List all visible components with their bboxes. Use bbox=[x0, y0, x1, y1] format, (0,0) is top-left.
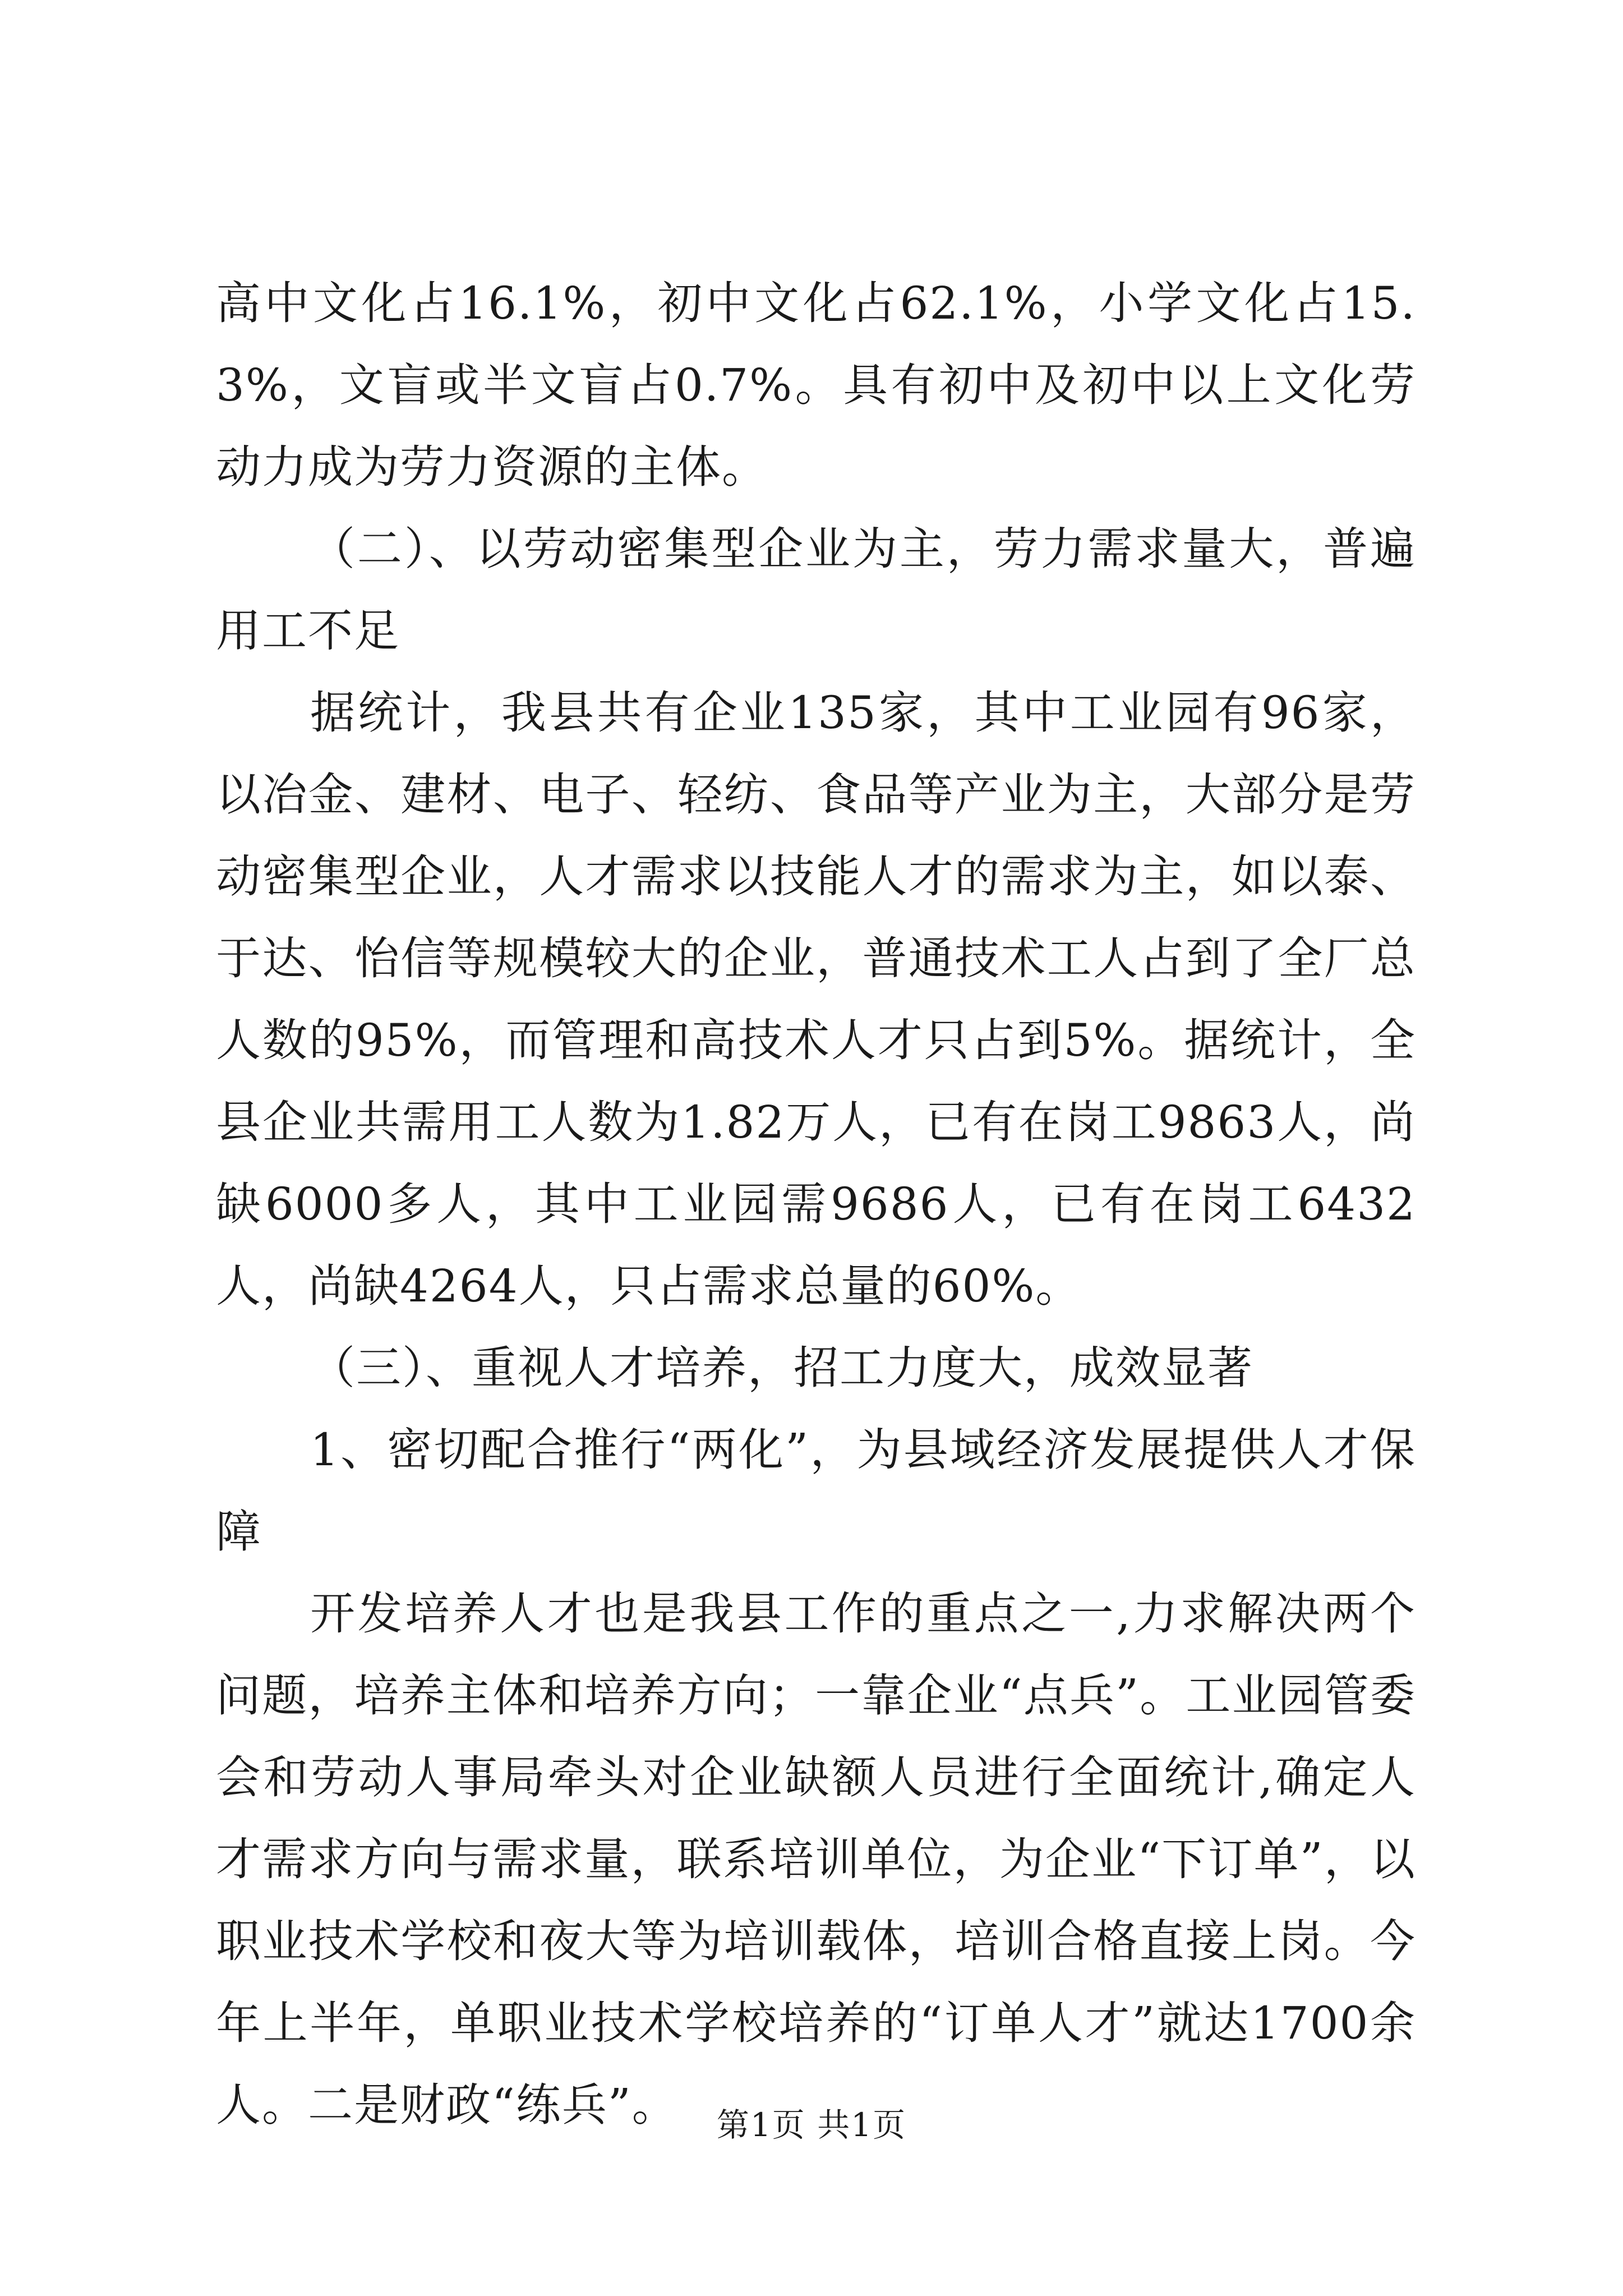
paragraph-talent-training: 开发培养人才也是我县工作的重点之一,力求解决两个问题，培养主体和培养方向；一靠企业“点兵”。工业园管委会和劳动人事局牵头对企业缺额人员进行全面统计,确定人才需求方向与需求量，联系培训单位，为企业“下订单”，以职业技术学校和夜大等为培训载体，培训合格直接上岗。今年上半年，单职业技术学校培养的“订单人才”就达1700余人。二是财政“练兵”。 bbox=[216, 1588, 1416, 2131]
subsection-heading-1: 1、密切配合推行“两化”，为县域经济发展提供人才保障 bbox=[216, 1424, 1416, 1558]
paragraph-enterprise-stats: 据统计，我县共有企业135家，其中工业园有96家，以冶金、建材、电子、轻纺、食品等产业为主，大部分是劳动密集型企业，人才需求以技能人才的需求为主，如以泰、于达、怡信等规模较大的企业，普通技术工人占到了全厂总人数的95%，而管理和高技术人才只占到5%。据统计，全县企业共需用工人数为1.82万人，已有在岗工9863人，尚缺6000多人，其中工业园需9686人，已有在岗工6432人，尚缺4264人，只占需求总量的60%。 bbox=[216, 687, 1416, 1312]
page-footer: 第1页 共1页 bbox=[716, 2106, 907, 2144]
section-heading-2: （二）、以劳动密集型企业为主，劳力需求量大，普遍用工不足 bbox=[216, 523, 1416, 657]
section-heading-3: （三）、重视人才培养，招工力度大，成效显著 bbox=[310, 1342, 1253, 1394]
paragraph-education-stats: 高中文化占16.1%，初中文化占62.1%，小学文化占15.3%，文盲或半文盲占0.7%。具有初中及初中以上文化劳动力成为劳力资源的主体。 bbox=[216, 277, 1416, 493]
document-body bbox=[216, 263, 1416, 2146]
